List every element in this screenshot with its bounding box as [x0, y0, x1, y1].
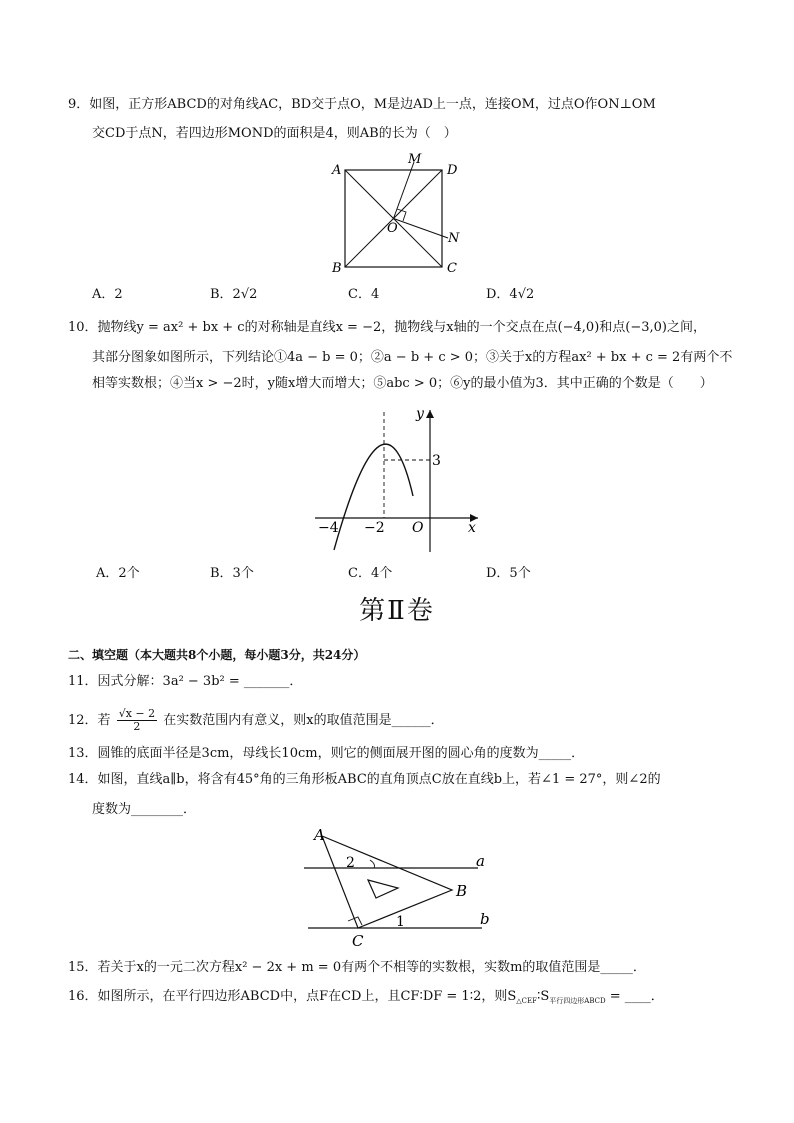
q10-option-b: B．3个: [210, 566, 254, 581]
q9-option-a: A．2: [92, 287, 123, 302]
q10-stem-line3: 相等实数根；④当x > −2时，y随x增大而增大；⑤abc > 0；⑥y的最小值为3．其中正确的个数是（ ）: [92, 376, 713, 391]
q11-stem: 11．因式分解：3a² − 3b² = _______．: [68, 674, 303, 689]
q12-fraction: [117, 708, 157, 733]
q12-suffix: 在实数范围内有意义，则x的取值范围是______．: [163, 713, 444, 728]
q16-stem: [68, 989, 664, 1009]
q9-option-b: B．2√2: [210, 287, 258, 302]
label-b: B: [332, 261, 342, 276]
label-neg4: −4: [318, 520, 339, 536]
label-m: M: [408, 152, 422, 167]
label-n: N: [448, 231, 460, 246]
label-y: y: [416, 406, 424, 422]
q9-option-d: D．4√2: [486, 287, 535, 302]
label-two: 2: [346, 855, 355, 871]
label-a: A: [314, 826, 325, 844]
q10-option-c: C．4个: [348, 566, 393, 581]
q10-option-d: D．5个: [486, 566, 531, 581]
q16-main: 16．如图所示，在平行四边形ABCD中，点F在CD上，且CF∶DF = 1∶2，则S: [68, 989, 517, 1004]
section-heading: 二、填空题（本大题共8个小题，每小题3分，共24分）: [68, 648, 366, 662]
q9-stem-line1: 9．如图，正方形ABCD的对角线AC，BD交于点O，M是边AD上一点，连接OM，过点O作ON⊥OM: [68, 97, 656, 112]
right-angle-mark: [397, 209, 406, 221]
q9-option-c: C．4: [348, 287, 380, 302]
label-a: A: [332, 163, 342, 178]
triangle-abc: [322, 836, 452, 928]
label-d: D: [447, 163, 458, 178]
angle-2-arc: [370, 860, 375, 868]
label-line-a: a: [476, 852, 485, 870]
q12-prefix: 12．若: [68, 713, 111, 728]
q10-stem-line1: 10．抛物线y = ax² + bx + c的对称轴是直线x = −2，抛物线与x轴的一个交点在点(−4,0)和点(−3,0)之间，: [68, 320, 706, 335]
q12-stem: [68, 708, 444, 733]
q9-square-figure: [320, 150, 470, 280]
label-neg2: −2: [364, 520, 385, 536]
q14-stem-line2: 度数为________．: [92, 802, 197, 817]
label-three: 3: [432, 453, 441, 469]
q12-denominator: 2: [133, 720, 141, 733]
q10-stem-line2: 其部分图象如图所示，下列结论①4a − b = 0；②a − b + c > 0；③关于x的方程ax² + bx + c = 2有两个不: [92, 350, 733, 365]
q10-parabola-figure: [310, 400, 490, 560]
label-c: C: [447, 261, 457, 276]
label-b-vertex: B: [456, 882, 468, 900]
q14-triangle-figure: [300, 824, 500, 952]
q9-stem-line2: 交CD于点N，若四边形MOND的面积是4，则AB的长为（ ）: [92, 126, 457, 141]
label-x: x: [468, 520, 476, 536]
segment-on: [394, 219, 449, 239]
triangle-cutout: [368, 880, 398, 898]
q16-sub-triangle: △CEF: [516, 997, 537, 1005]
q14-stem-line1: 14．如图，直线a∥b，将含有45°角的三角形板ABC的直角顶点C放在直线b上，若∠1 = 27°，则∠2的: [68, 772, 661, 787]
label-c: C: [352, 932, 364, 950]
section-title: 第Ⅱ卷: [359, 596, 435, 626]
label-line-b: b: [480, 910, 490, 928]
q16-mid: ∶S: [536, 989, 550, 1004]
q15-stem: 15．若关于x的一元二次方程x² − 2x + m = 0有两个不相等的实数根，实数m的取值范围是_____．: [68, 960, 646, 975]
label-one: 1: [396, 914, 405, 930]
q12-numerator: √x − 2: [118, 707, 156, 720]
label-o: O: [387, 221, 398, 236]
q10-option-a: A．2个: [96, 566, 140, 581]
label-origin: O: [412, 520, 424, 536]
q13-stem: 13．圆锥的底面半径是3cm，母线长10cm，则它的侧面展开图的圆心角的度数为_____．: [68, 746, 585, 761]
y-axis-arrow: [426, 410, 434, 418]
q16-tail: = ____．: [605, 989, 664, 1004]
q16-sub-parallelogram: 平行四边形ABCD: [549, 997, 606, 1005]
